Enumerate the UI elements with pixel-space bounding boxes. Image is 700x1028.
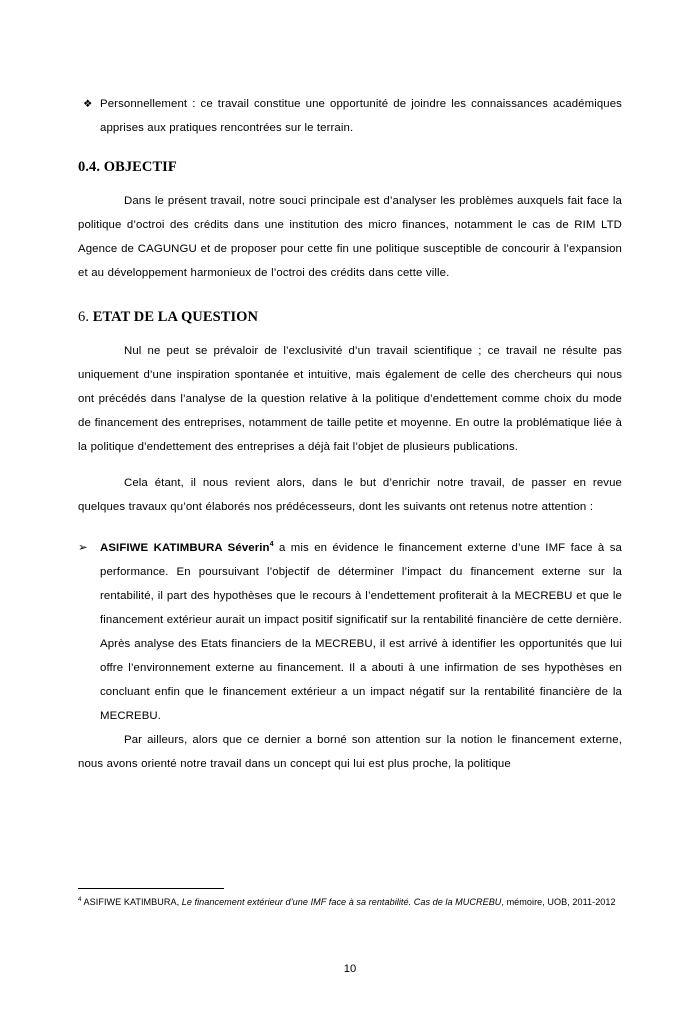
- list-item-asifiwe: [78, 536, 622, 728]
- heading-objectif: 0.4. OBJECTIF: [78, 159, 177, 175]
- footnote-reference[interactable]: 4: [269, 541, 274, 549]
- paragraph-etat-1: Nul ne peut se prévaloir de l’exclusivité d’un travail scientifique ; ce travail ne résulte pas uniquement d’une inspiration spontanée et intuitive, mais également de celle des chercheurs qui nous ont précédés dans l’analyse de la question relative à la politique d’endettement comme choix du mode de financement des entreprises, notamment de taille petite et moyenne. En outre la problématique liée à la politique d’endettement des entreprises a déjà fait l’objet de plusieurs publications.: [78, 345, 622, 453]
- list-item-text: [100, 536, 622, 728]
- spacer: [78, 327, 622, 339]
- footnote-title: Le financement extérieur d’une IMF face à sa rentabilité. Cas de la MUCREBU: [181, 897, 502, 907]
- spacer: [78, 459, 622, 471]
- spacer: [78, 519, 622, 536]
- paragraph-objectif: Dans le présent travail, notre souci principale est d’analyser les problèmes auxquels fait face la politique d’octroi des crédits dans une institution des micro finances, notamment le cas de RIM LTD Agence de CAGUNGU et de proposer pour cette fin une politique susceptible de concourir à l’expansion et au développement harmonieux de l’octroi des crédits dans cette ville.: [78, 195, 622, 279]
- spacer: [78, 285, 622, 307]
- diamond-bullet-icon: ❖: [83, 98, 93, 110]
- footnote-separator-rule: [78, 888, 224, 889]
- arrow-bullet-icon: ➢: [78, 542, 88, 554]
- page-number: 10: [343, 963, 357, 975]
- spacer: [78, 177, 622, 189]
- footnote-area: [78, 888, 622, 909]
- cited-body-text: a mis en évidence le financement externe d’une IMF face à sa performance. En poursuivant l’objectif de déterminer l’impact du financement externe sur la rentabilité, il part des hypothèses que le recours à l’endettement profiterait à la MECREBU et que le financement extérieur aurait un impact positif significatif sur la rentabilité financière de cette dernière. Après analyse des Etats financiers de la MECREBU, il est arrivé à identifier les opportunités que lui offre l’environnement externe au financement. Il a abouti à une infirmation de ses hypothèses en concluant enfin que le financement extérieur a un impact négatif sur la rentabilité financière de la MECREBU.: [100, 542, 622, 722]
- spacer: [78, 140, 622, 157]
- footnote-publication-info: , mémoire, UOB, 2011-2012: [501, 897, 616, 907]
- footnote-entry: [78, 896, 622, 909]
- footnote-author: ASIFIWE KATIMBURA,: [81, 897, 182, 907]
- list-item: [78, 92, 622, 140]
- list-item-text: Personnellement : ce travail constitue une opportunité de joindre les connaissances académiques apprises aux pratiques rencontrées sur le terrain.: [100, 98, 622, 134]
- heading-etat-de-la-question: [78, 307, 622, 327]
- heading-title: ETAT DE LA QUESTION: [92, 309, 259, 325]
- footnote-marker: 4: [78, 895, 82, 903]
- page-content: [78, 92, 622, 776]
- paragraph-etat-2: Cela étant, il nous revient alors, dans le but d’enrichir notre travail, de passer en revue quelques travaux qu’ont élaborés nos prédécesseurs, dont les suivants ont retenus notre attention :: [78, 477, 622, 513]
- cited-author-name: ASIFIWE KATIMBURA Séverin: [100, 542, 270, 554]
- heading-number: 6.: [78, 309, 93, 325]
- paragraph-par-ailleurs: Par ailleurs, alors que ce dernier a borné son attention sur la notion le financement externe, nous avons orienté notre travail dans un concept qui lui est plus proche, la politique: [78, 734, 622, 770]
